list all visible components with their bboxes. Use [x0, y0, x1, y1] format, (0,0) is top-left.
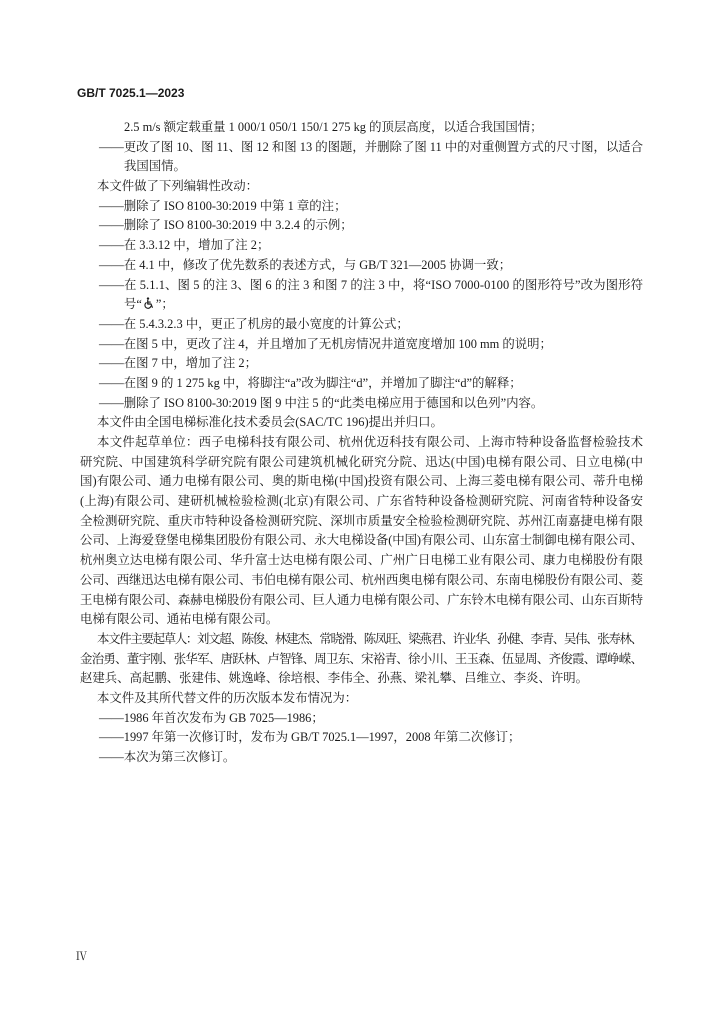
list-item	[80, 748, 643, 768]
paragraph-line	[80, 433, 643, 453]
line-text: 公司、西继迅达电梯有限公司、韦伯电梯有限公司、杭州西奥电梯有限公司、东南电梯股份有限公司、菱	[80, 572, 643, 587]
line-text: 电梯有限公司、通祐电梯有限公司。	[80, 612, 279, 627]
list-item	[80, 276, 643, 296]
line-text: 王电梯有限公司、森赫电梯股份有限公司、巨人通力电梯有限公司、广东铃木电梯有限公司、山东百斯特	[80, 592, 643, 607]
line-text: ——在图 7 中，增加了注 2；	[99, 356, 257, 371]
list-item	[80, 728, 643, 748]
line-text: ——1997 年第一次修订时，发布为 GB/T 7025.1—1997，2008 年第二次修订；	[99, 730, 521, 745]
list-item	[80, 394, 643, 414]
list-item-continuation	[80, 118, 643, 138]
line-text: ——在 5.1.1、图 5 的注 3、图 6 的注 3 和图 7 的注 3 中，将“ISO 7000-0100 的图形符号”改为图形符	[99, 277, 644, 292]
line-text: ——更改了图 10、图 11、图 12 和图 13 的图题，并删除了图 11 中的对重侧置方式的尺寸图，以适合	[99, 139, 643, 154]
paragraph-line	[80, 630, 643, 650]
paragraph-line	[80, 551, 643, 571]
list-item	[80, 236, 643, 256]
line-text: ——删除了 ISO 8100-30:2019 图 9 中注 5 的“此类电梯应用于德国和以色列”内容。	[99, 395, 544, 410]
paragraph-line	[80, 571, 643, 591]
paragraph-line	[80, 492, 643, 512]
line-text: ”；	[155, 297, 174, 312]
line-text: ——删除了 ISO 8100-30:2019 中 3.2.4 的示例；	[99, 218, 353, 233]
line-text: (上海)有限公司、建研机械检验检测(北京)有限公司、广东省特种设备检测研究院、河南省特种设备安	[80, 494, 644, 509]
list-item-continuation	[80, 157, 643, 177]
page-number: Ⅳ	[76, 951, 87, 963]
line-text: 杭州奥立达电梯有限公司、华升富士达电梯有限公司、广州广日电梯工业有限公司、康力电梯股份有限	[80, 553, 644, 568]
line-text: 本文件主要起草人：刘文超、陈俊、林建杰、常晓滑、陈凤旺、梁燕君、许业华、孙健、李青、吴伟、张寿林、	[97, 631, 642, 646]
line-text: ——1986 年首次发布为 GB 7025—1986；	[99, 710, 324, 725]
editorial-changes-section	[80, 177, 643, 413]
list-item	[80, 709, 643, 729]
paragraph-line	[80, 177, 643, 197]
line-text: 国)有限公司、通力电梯有限公司、奥的斯电梯(中国)投资有限公司、上海三菱电梯有限公司、蒂升电梯	[80, 474, 644, 489]
line-text: 我国国情。	[124, 159, 186, 174]
paragraph-line	[80, 650, 643, 670]
paragraph-line	[80, 591, 643, 611]
line-text: ——本次为第三次修订。	[99, 750, 236, 764]
paragraph-line	[80, 413, 643, 433]
paragraph-line	[80, 610, 643, 630]
list-item	[80, 354, 643, 374]
standard-number-header: GB/T 7025.1—2023	[77, 86, 185, 100]
list-item	[80, 256, 643, 276]
version-history-section	[80, 689, 643, 768]
paragraph-line	[80, 453, 643, 473]
editorial-changes-intro: 本文件做了下列编辑性改动：	[97, 179, 259, 194]
line-text: ——在图 9 的 1 275 kg 中，将脚注“a”改为脚注“d”，并增加了脚注“d”的解释；	[99, 375, 522, 390]
line-text: ——删除了 ISO 8100-30:2019 中第 1 章的注；	[99, 198, 347, 213]
line-text: 赵建兵、高起鹏、张建伟、姚逸峰、徐培根、李伟全、孙燕、梁礼攀、吕维立、李炎、许明。	[80, 671, 589, 686]
list-item	[80, 335, 643, 355]
list-item	[80, 138, 643, 158]
list-item	[80, 197, 643, 217]
line-text: 本文件由全国电梯标准化技术委员会(SAC/TC 196)提出并归口。	[97, 415, 443, 430]
line-text: 2.5 m/s 额定载重量 1 000/1 050/1 150/1 275 kg 的顶层高度，以适合我国国情；	[124, 120, 543, 134]
line-text: 全检测研究院、重庆市特种设备检测研究院、深圳市质量安全检验检测研究院、苏州江南嘉捷电梯有限	[80, 513, 644, 528]
paragraph-line	[80, 689, 643, 709]
line-text: 公司、上海爱登堡电梯集团股份有限公司、永大电梯设备(中国)有限公司、山东富士制御电梯有限公司、	[80, 533, 643, 548]
line-text: 本文件起草单位：西子电梯科技有限公司、杭州优迈科技有限公司、上海市特种设备监督检验技术	[97, 435, 644, 449]
list-item	[80, 216, 643, 236]
list-item	[80, 374, 643, 394]
paragraph-line	[80, 512, 643, 532]
line-text: 号“	[124, 297, 142, 312]
document-body	[80, 118, 643, 768]
line-text: ——在 4.1 中，修改了优先数系的表述方式，与 GB/T 321—2005 协调一致；	[99, 257, 512, 272]
line-text: ——在图 5 中，更改了注 4，并且增加了无机房情况井道宽度增加 100 mm 的说明；	[99, 336, 552, 351]
wheelchair-icon	[143, 297, 155, 309]
line-text: ——在 3.3.12 中，增加了注 2；	[99, 238, 270, 253]
drafting-units-paragraph	[80, 433, 643, 630]
line-text: 金治勇、董宇刚、张华军、唐跃林、卢智锋、周卫东、宋裕青、徐小川、王玉森、伍显周、齐俊霞、谭峥嵘、	[80, 651, 643, 666]
paragraph-line	[80, 531, 643, 551]
list-item	[80, 315, 643, 335]
line-text: 研究院、中国建筑科学研究院有限公司建筑机械化研究分院、迅达(中国)电梯有限公司、日立电梯(中	[80, 454, 644, 469]
technical-changes-continued	[80, 118, 643, 177]
paragraph-line	[80, 669, 643, 689]
drafters-paragraph	[80, 630, 643, 689]
list-item-continuation	[80, 295, 643, 315]
version-history-intro: 本文件及其所代替文件的历次版本发布情况为：	[97, 690, 358, 705]
paragraph-line	[80, 472, 643, 492]
line-text: ——在 5.4.3.2.3 中，更正了机房的最小宽度的计算公式；	[99, 316, 409, 331]
proposer-statement	[80, 413, 643, 433]
